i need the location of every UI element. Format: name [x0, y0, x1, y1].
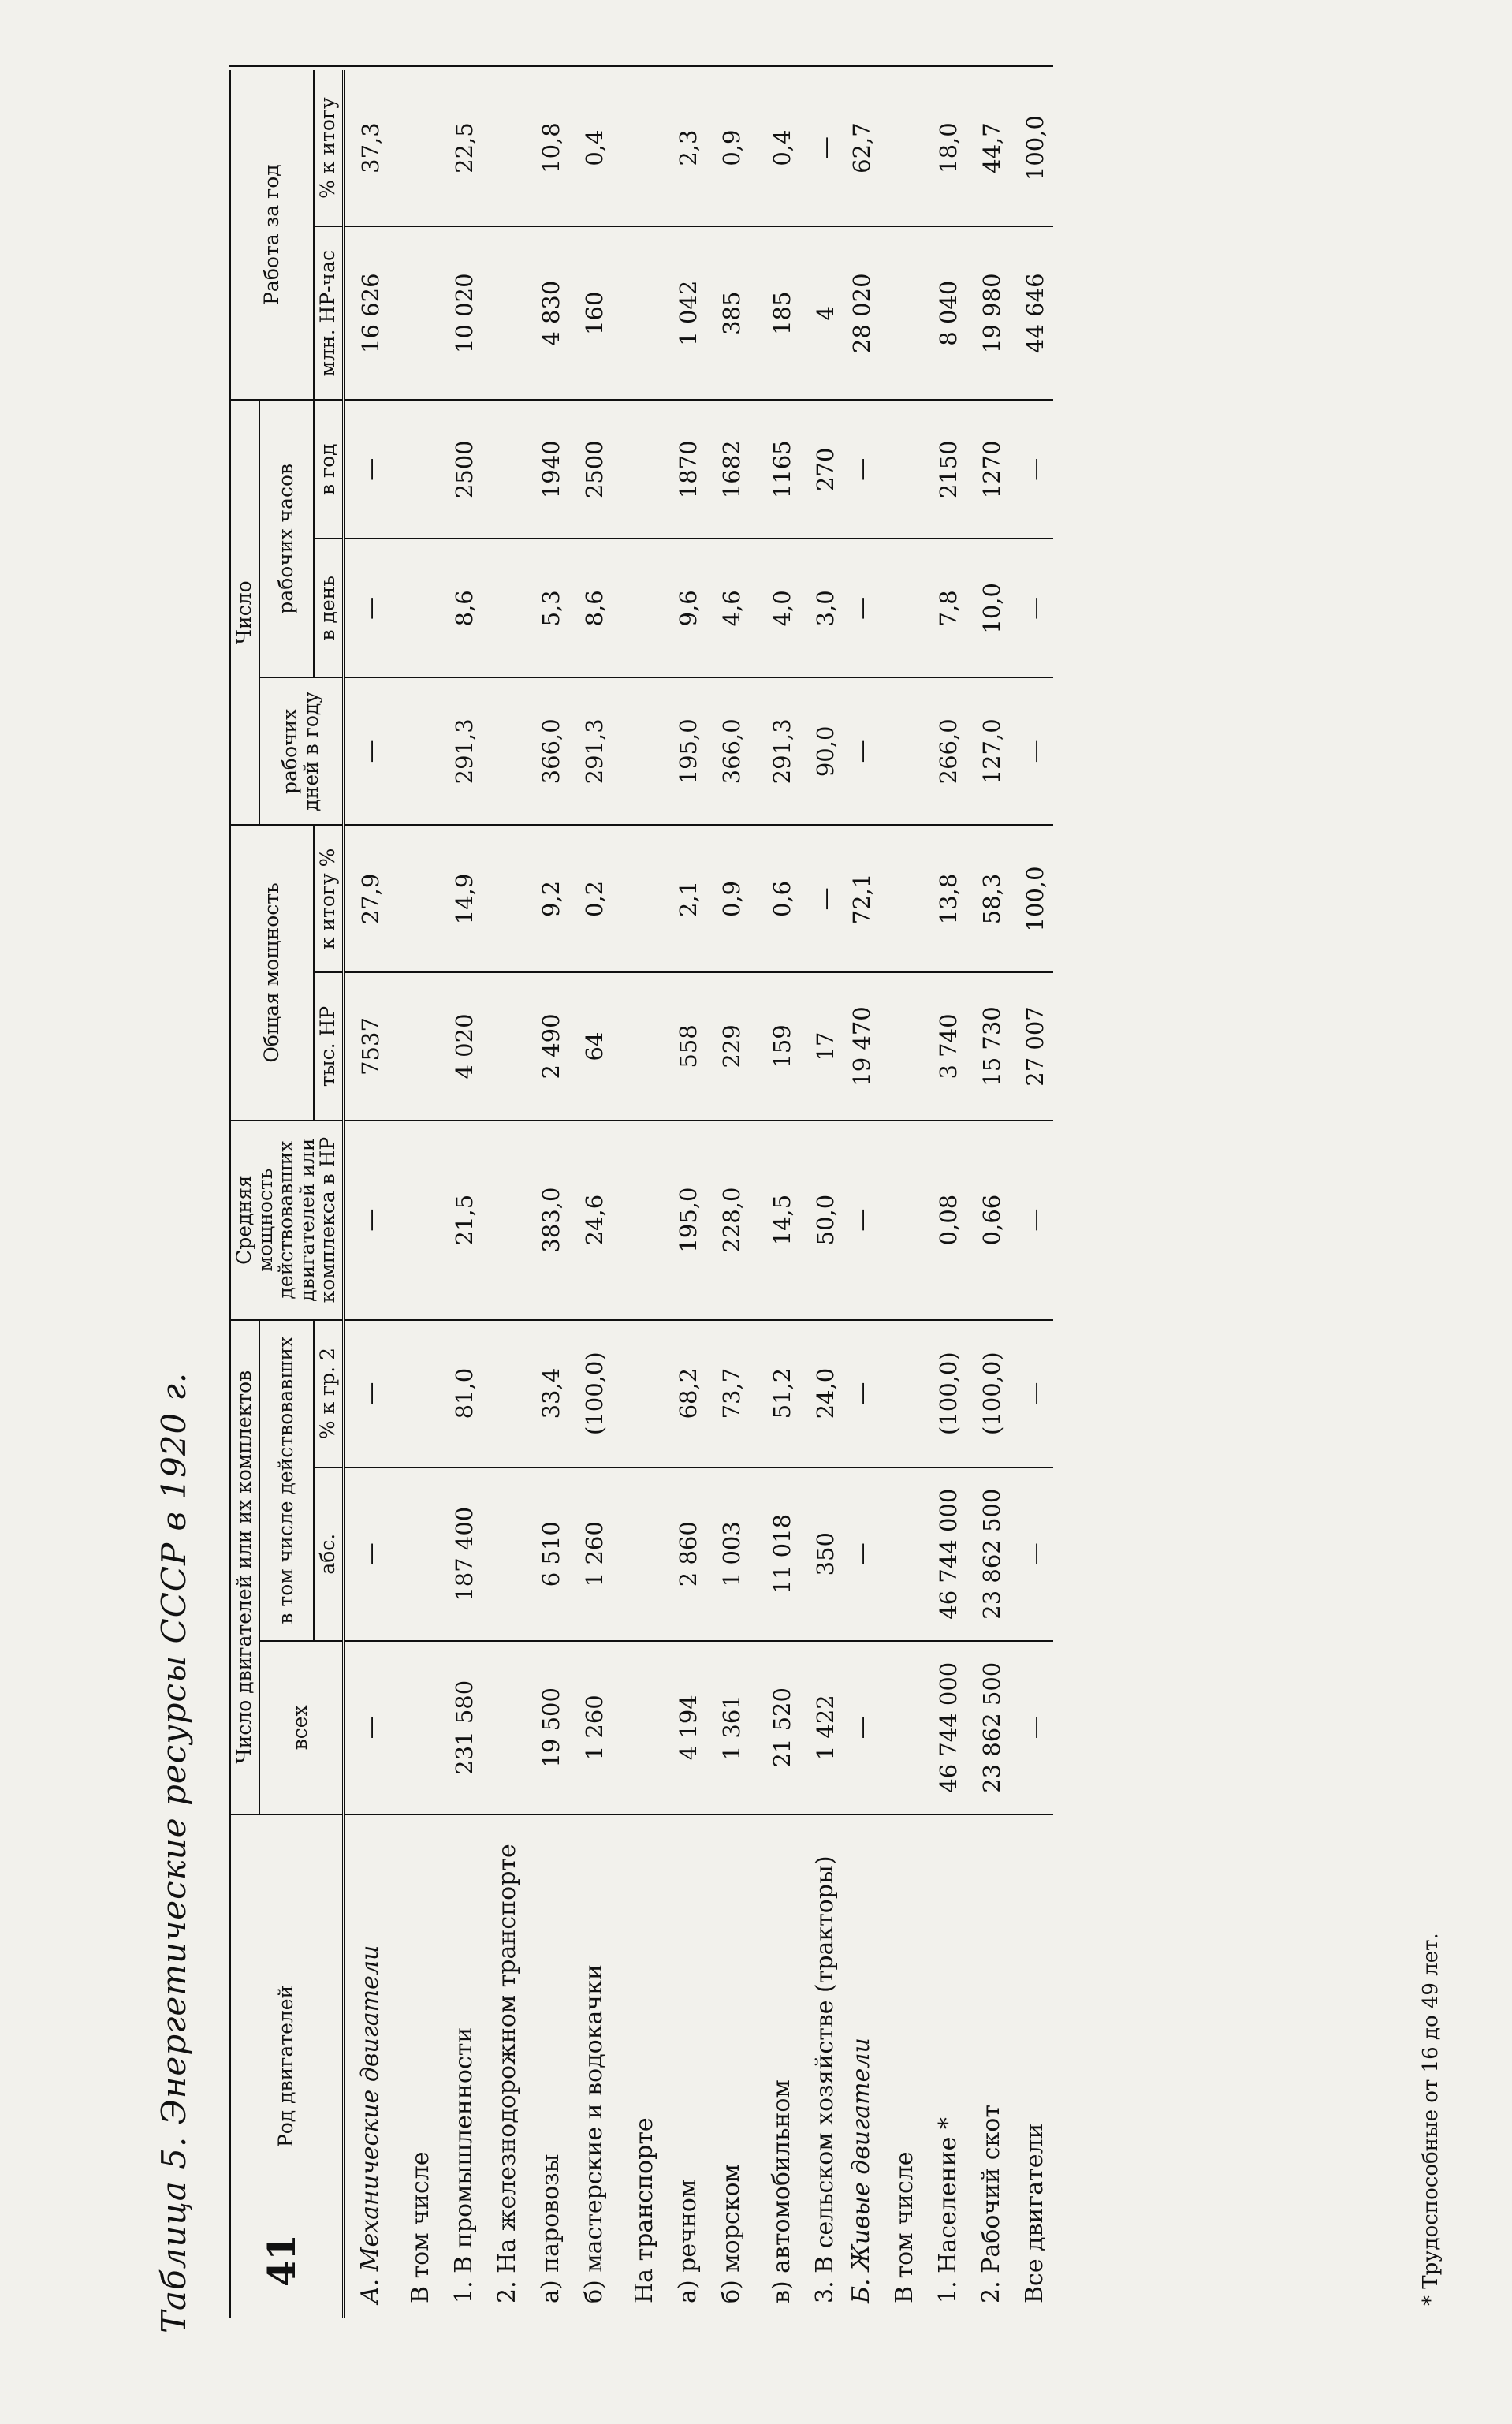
- cell-tpct: 13,8: [930, 825, 966, 972]
- cell-mln: 4 830: [533, 226, 569, 400]
- table-caption: Таблица 5. Энергетические ресурсы СССР в 1920 г.: [155, 1371, 193, 2333]
- cell-ths: 229: [706, 972, 757, 1120]
- cell-wpct: 62,7: [844, 70, 880, 226]
- cell-hyear: [620, 400, 670, 539]
- cell-avg: [620, 1121, 670, 1320]
- cell-mln: [880, 226, 930, 400]
- table-body: [344, 70, 1053, 2318]
- table-row: [807, 70, 844, 2318]
- cell-ths: 159: [757, 972, 807, 1120]
- cell-days: 195,0: [670, 677, 706, 825]
- cell-hyear: 1270: [966, 400, 1017, 539]
- cell-hyear: 1682: [706, 400, 757, 539]
- cell-tpct: 58,3: [966, 825, 1017, 972]
- cell-hday: —: [344, 539, 396, 677]
- cell-pct: (100,0): [930, 1320, 966, 1467]
- table-row: [482, 70, 533, 2318]
- cell-abs: [880, 1467, 930, 1641]
- cell-abs: 1 260: [569, 1467, 620, 1641]
- table-header: [230, 70, 344, 2318]
- cell-all: 1 361: [706, 1641, 757, 1814]
- cell-pct: 51,2: [757, 1320, 807, 1467]
- cell-mln: 1 042: [670, 226, 706, 400]
- cell-days: —: [344, 677, 396, 825]
- cell-days: 266,0: [930, 677, 966, 825]
- cell-tpct: —: [807, 825, 844, 972]
- table-right-rule: [229, 65, 1053, 67]
- cell-pct: 33,4: [533, 1320, 569, 1467]
- cell-abs: —: [844, 1467, 880, 1641]
- cell-ths: 3 740: [930, 972, 966, 1120]
- cell-ths: 2 490: [533, 972, 569, 1120]
- footnote: * Трудоспособные от 16 до 49 лет.: [1419, 1933, 1443, 2306]
- row-label: а) паровозы: [537, 2154, 564, 2303]
- cell-days: 366,0: [533, 677, 569, 825]
- cell-abs: 46 744 000: [930, 1467, 966, 1641]
- cell-pct: [880, 1320, 930, 1467]
- cell-wpct: 10,8: [533, 70, 569, 226]
- header-total-power-ths: тыс. НР: [314, 972, 344, 1120]
- table-row: [620, 70, 670, 2318]
- cell-days: 366,0: [706, 677, 757, 825]
- header-count-all: всех: [259, 1641, 344, 1814]
- row-label: В том числе: [407, 2151, 434, 2303]
- header-hours-day: в день: [314, 539, 344, 677]
- cell-days: —: [1017, 677, 1053, 825]
- cell-ths: [482, 972, 533, 1120]
- row-label: а) речном: [674, 2179, 702, 2303]
- cell-tpct: 100,0: [1017, 825, 1053, 972]
- header-count-group: Число двигателей или их комплектов: [230, 1320, 259, 1814]
- cell-tpct: 9,2: [533, 825, 569, 972]
- cell-wpct: [482, 70, 533, 226]
- cell-avg: 50,0: [807, 1121, 844, 1320]
- cell-days: 90,0: [807, 677, 844, 825]
- cell-wpct: —: [807, 70, 844, 226]
- table-row: [966, 70, 1017, 2318]
- cell-pct: 73,7: [706, 1320, 757, 1467]
- header-work-days: рабочих дней в году: [259, 677, 344, 825]
- cell-ths: [880, 972, 930, 1120]
- cell-hday: 8,6: [446, 539, 482, 677]
- row-label: 3. В сельском хозяйстве (тракторы): [811, 1855, 839, 2303]
- cell-pct: —: [1017, 1320, 1053, 1467]
- header-work-group: Работа за год: [230, 70, 315, 400]
- cell-abs: 11 018: [757, 1467, 807, 1641]
- cell-wpct: 18,0: [930, 70, 966, 226]
- cell-hday: 8,6: [569, 539, 620, 677]
- cell-days: 291,3: [446, 677, 482, 825]
- cell-hday: [396, 539, 446, 677]
- cell-hday: —: [1017, 539, 1053, 677]
- cell-hyear: 2500: [569, 400, 620, 539]
- header-number-group: Число: [230, 400, 259, 825]
- cell-mln: 44 646: [1017, 226, 1053, 400]
- cell-wpct: [880, 70, 930, 226]
- cell-ths: 15 730: [966, 972, 1017, 1120]
- cell-ths: 7537: [344, 972, 396, 1120]
- header-work-hours-group: рабочих часов: [259, 400, 315, 677]
- cell-mln: 385: [706, 226, 757, 400]
- row-label: б) мастерские и водокачки: [580, 1964, 608, 2303]
- cell-ths: 4 020: [446, 972, 482, 1120]
- cell-all: [396, 1641, 446, 1814]
- cell-all: 231 580: [446, 1641, 482, 1814]
- cell-hday: 7,8: [930, 539, 966, 677]
- table-row: [344, 70, 396, 2318]
- cell-days: 291,3: [569, 677, 620, 825]
- cell-hday: 4,0: [757, 539, 807, 677]
- energy-resources-table: [229, 70, 1053, 2318]
- cell-tpct: 27,9: [344, 825, 396, 972]
- cell-wpct: 0,4: [569, 70, 620, 226]
- cell-ths: 64: [569, 972, 620, 1120]
- header-work-pct: % к итогу: [314, 70, 344, 226]
- cell-pct: [620, 1320, 670, 1467]
- cell-avg: —: [344, 1121, 396, 1320]
- cell-pct: [396, 1320, 446, 1467]
- table-row: [1017, 70, 1053, 2318]
- row-label: 1. Население *: [934, 2117, 962, 2303]
- cell-abs: [396, 1467, 446, 1641]
- cell-days: 127,0: [966, 677, 1017, 825]
- cell-avg: 0,08: [930, 1121, 966, 1320]
- cell-abs: [482, 1467, 533, 1641]
- cell-avg: 383,0: [533, 1121, 569, 1320]
- cell-hday: [620, 539, 670, 677]
- cell-avg: 14,5: [757, 1121, 807, 1320]
- cell-all: 1 260: [569, 1641, 620, 1814]
- cell-tpct: 0,2: [569, 825, 620, 972]
- cell-all: —: [1017, 1641, 1053, 1814]
- cell-ths: [396, 972, 446, 1120]
- cell-avg: [482, 1121, 533, 1320]
- header-count-pct: % к гр. 2: [314, 1320, 344, 1467]
- cell-tpct: 2,1: [670, 825, 706, 972]
- row-label: В том числе: [891, 2151, 918, 2303]
- cell-hyear: —: [344, 400, 396, 539]
- cell-hday: [482, 539, 533, 677]
- cell-all: 23 862 500: [966, 1641, 1017, 1814]
- cell-all: 4 194: [670, 1641, 706, 1814]
- cell-tpct: [482, 825, 533, 972]
- cell-wpct: 44,7: [966, 70, 1017, 226]
- cell-pct: —: [344, 1320, 396, 1467]
- cell-days: 291,3: [757, 677, 807, 825]
- cell-hyear: —: [844, 400, 880, 539]
- table-row: [446, 70, 482, 2318]
- cell-abs: 1 003: [706, 1467, 757, 1641]
- cell-all: —: [844, 1641, 880, 1814]
- cell-hday: 10,0: [966, 539, 1017, 677]
- cell-hyear: [396, 400, 446, 539]
- cell-mln: 8 040: [930, 226, 966, 400]
- cell-ths: 17: [807, 972, 844, 1120]
- header-count-active-group: в том числе действовавших: [259, 1320, 315, 1641]
- header-avg-power: Средняя мощность действовавших двигателей или комплекса в НР: [230, 1121, 344, 1320]
- row-label: На транспорте: [631, 2117, 658, 2303]
- cell-abs: 350: [807, 1467, 844, 1641]
- cell-days: —: [844, 677, 880, 825]
- cell-tpct: 14,9: [446, 825, 482, 972]
- row-label: 2. На железнодорожном транспорте: [493, 1844, 521, 2303]
- table-row: [706, 70, 757, 2318]
- cell-hday: 4,6: [706, 539, 757, 677]
- row-label: 1. В промышленности: [450, 2027, 478, 2303]
- cell-pct: 24,0: [807, 1320, 844, 1467]
- cell-pct: (100,0): [569, 1320, 620, 1467]
- table-row: [880, 70, 930, 2318]
- cell-ths: [620, 972, 670, 1120]
- cell-abs: 6 510: [533, 1467, 569, 1641]
- cell-ths: 27 007: [1017, 972, 1053, 1120]
- cell-all: 46 744 000: [930, 1641, 966, 1814]
- cell-days: [396, 677, 446, 825]
- table-row: [533, 70, 569, 2318]
- row-label: A. Механические двигатели: [356, 1945, 384, 2303]
- cell-wpct: 37,3: [344, 70, 396, 226]
- cell-all: 1 422: [807, 1641, 844, 1814]
- cell-tpct: [396, 825, 446, 972]
- cell-avg: 21,5: [446, 1121, 482, 1320]
- cell-pct: 81,0: [446, 1320, 482, 1467]
- cell-abs: [620, 1467, 670, 1641]
- cell-hyear: 1165: [757, 400, 807, 539]
- cell-abs: —: [344, 1467, 396, 1641]
- cell-all: [482, 1641, 533, 1814]
- table-row: [670, 70, 706, 2318]
- cell-avg: [396, 1121, 446, 1320]
- cell-days: [880, 677, 930, 825]
- table-row: [757, 70, 807, 2318]
- row-label: 2. Рабочий скот: [978, 2105, 1005, 2303]
- cell-abs: 187 400: [446, 1467, 482, 1641]
- cell-hday: —: [844, 539, 880, 677]
- table-wrapper: [229, 70, 1053, 2318]
- cell-pct: 68,2: [670, 1320, 706, 1467]
- cell-days: [620, 677, 670, 825]
- cell-ths: 558: [670, 972, 706, 1120]
- cell-hday: 9,6: [670, 539, 706, 677]
- cell-abs: 2 860: [670, 1467, 706, 1641]
- cell-tpct: [880, 825, 930, 972]
- header-total-power-pct: к итогу %: [314, 825, 344, 972]
- cell-hyear: 1940: [533, 400, 569, 539]
- cell-mln: 10 020: [446, 226, 482, 400]
- cell-pct: —: [844, 1320, 880, 1467]
- header-name: Род двигателей: [230, 1814, 344, 2318]
- cell-all: 19 500: [533, 1641, 569, 1814]
- cell-avg: —: [844, 1121, 880, 1320]
- table-row: [569, 70, 620, 2318]
- cell-mln: 19 980: [966, 226, 1017, 400]
- cell-mln: 160: [569, 226, 620, 400]
- cell-wpct: 2,3: [670, 70, 706, 226]
- cell-tpct: 0,9: [706, 825, 757, 972]
- cell-hday: [880, 539, 930, 677]
- cell-wpct: 0,9: [706, 70, 757, 226]
- cell-mln: 16 626: [344, 226, 396, 400]
- header-count-abs: абс.: [314, 1467, 344, 1641]
- cell-wpct: [396, 70, 446, 226]
- cell-mln: 28 020: [844, 226, 880, 400]
- cell-avg: 0,66: [966, 1121, 1017, 1320]
- row-label: в) автомобильном: [768, 2079, 795, 2303]
- cell-mln: 185: [757, 226, 807, 400]
- cell-avg: 195,0: [670, 1121, 706, 1320]
- cell-hyear: 2150: [930, 400, 966, 539]
- cell-avg: [880, 1121, 930, 1320]
- page-number-upright: 41: [260, 2234, 304, 2287]
- cell-mln: 4: [807, 226, 844, 400]
- cell-abs: —: [1017, 1467, 1053, 1641]
- cell-tpct: 0,6: [757, 825, 807, 972]
- cell-hyear: 270: [807, 400, 844, 539]
- table-row: [930, 70, 966, 2318]
- cell-hyear: 2500: [446, 400, 482, 539]
- cell-pct: [482, 1320, 533, 1467]
- cell-hday: 5,3: [533, 539, 569, 677]
- row-label: Все двигатели: [1021, 2123, 1048, 2303]
- cell-wpct: 100,0: [1017, 70, 1053, 226]
- cell-wpct: 22,5: [446, 70, 482, 226]
- cell-avg: 228,0: [706, 1121, 757, 1320]
- cell-hyear: —: [1017, 400, 1053, 539]
- row-label: Б. Живые двигатели: [847, 2038, 875, 2303]
- header-hours-year: в год: [314, 400, 344, 539]
- header-work-mln: млн. НР-час: [314, 226, 344, 400]
- cell-days: [482, 677, 533, 825]
- cell-hyear: [482, 400, 533, 539]
- cell-mln: [396, 226, 446, 400]
- cell-wpct: [620, 70, 670, 226]
- table-row: [844, 70, 880, 2318]
- cell-wpct: 0,4: [757, 70, 807, 226]
- cell-tpct: [620, 825, 670, 972]
- cell-all: —: [344, 1641, 396, 1814]
- cell-all: [620, 1641, 670, 1814]
- row-label: б) морском: [717, 2164, 745, 2303]
- cell-all: 21 520: [757, 1641, 807, 1814]
- cell-abs: 23 862 500: [966, 1467, 1017, 1641]
- cell-tpct: 72,1: [844, 825, 880, 972]
- header-total-power: Общая мощность: [230, 825, 315, 1120]
- cell-mln: [620, 226, 670, 400]
- cell-pct: (100,0): [966, 1320, 1017, 1467]
- table-row: [396, 70, 446, 2318]
- cell-hyear: [880, 400, 930, 539]
- cell-hday: 3,0: [807, 539, 844, 677]
- cell-avg: 24,6: [569, 1121, 620, 1320]
- cell-hyear: 1870: [670, 400, 706, 539]
- cell-all: [880, 1641, 930, 1814]
- cell-ths: 19 470: [844, 972, 880, 1120]
- cell-mln: [482, 226, 533, 400]
- cell-avg: —: [1017, 1121, 1053, 1320]
